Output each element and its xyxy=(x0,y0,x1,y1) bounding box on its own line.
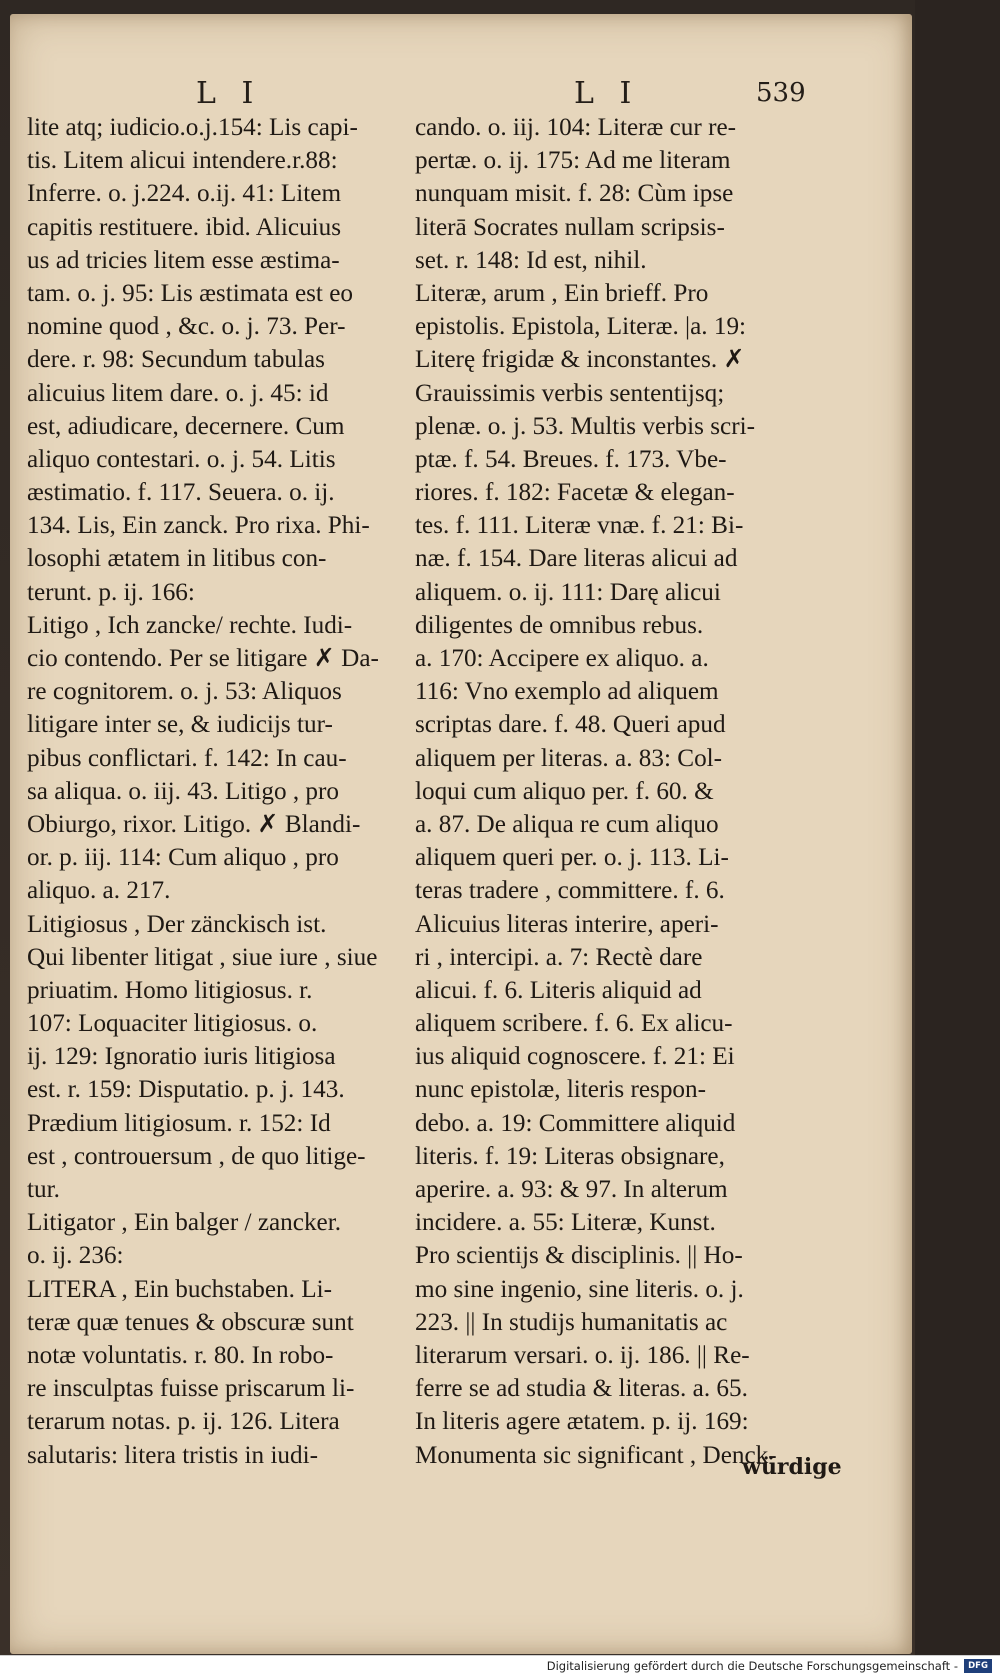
text-line: Inferre. o. j.224. o.ij. 41: Litem xyxy=(27,180,342,208)
text-line: o. ij. 236: xyxy=(27,1242,124,1270)
text-line: aliquem queri per. o. j. 113. Li- xyxy=(415,844,729,872)
text-line: litigare inter se, & iudicijs tur- xyxy=(27,711,333,739)
text-line: 107: Loquaciter litigiosus. o. xyxy=(27,1010,318,1038)
text-line: riores. f. 182: Facetæ & elegan- xyxy=(415,479,735,507)
text-line: ptæ. f. 54. Breues. f. 173. Vbe- xyxy=(415,445,727,473)
text-line: sa aliqua. o. iij. 43. Litigo , pro xyxy=(27,777,340,805)
text-line: Literæ, arum , Ein brieff. Pro xyxy=(415,279,709,307)
text-line: 134. Lis, Ein zanck. Pro rixa. Phi- xyxy=(27,512,370,540)
text-line: terarum notas. p. ij. 126. Litera xyxy=(27,1408,340,1436)
text-line: capitis restituere. ibid. Alicuius xyxy=(27,213,342,241)
text-line: aliquo contestari. o. j. 54. Litis xyxy=(27,445,336,473)
text-line: alicui. f. 6. Literis aliquid ad xyxy=(415,976,702,1004)
text-line: ri , intercipi. a. 7: Rectè dare xyxy=(415,943,703,971)
text-line: notæ voluntatis. r. 80. In robo- xyxy=(27,1341,334,1369)
text-line: Litigator , Ein balger / zancker. xyxy=(27,1209,342,1237)
text-line: In literis agere ætatem. p. ij. 169: xyxy=(415,1408,749,1436)
text-line: est , controuersum , de quo litige- xyxy=(27,1142,366,1170)
text-line: teræ quæ tenues & obscuræ sunt xyxy=(27,1308,354,1336)
text-line: aliquem per literas. a. 83: Col- xyxy=(415,744,723,772)
text-line: teras tradere , committere. f. 6. xyxy=(415,877,725,905)
text-line: ferre se ad studia & literas. a. 65. xyxy=(415,1375,748,1403)
left-text-column xyxy=(27,111,414,1472)
text-line: Prædium litigiosum. r. 152: Id xyxy=(27,1109,331,1137)
text-line: plenæ. o. j. 53. Multis verbis scri- xyxy=(415,412,756,440)
text-line: 116: Vno exemplo ad aliquem xyxy=(415,678,719,706)
text-line: literis. f. 19: Literas obsignare, xyxy=(415,1142,725,1170)
text-line: Obiurgo, rixor. Litigo. ✗ Blandi- xyxy=(27,810,361,838)
text-line: ij. 129: Ignoratio iuris litigiosa xyxy=(27,1043,336,1071)
text-line: aliquo. a. 217. xyxy=(27,877,171,905)
text-line: nunquam misit. f. 28: Cùm ipse xyxy=(415,180,734,208)
text-line: dere. r. 98: Secundum tabulas xyxy=(27,346,325,374)
running-head-left: L I xyxy=(196,76,262,111)
text-line: est. r. 159: Disputatio. p. j. 143. xyxy=(27,1076,345,1104)
text-line: terunt. p. ij. 166: xyxy=(27,578,195,606)
text-line: tur. xyxy=(27,1176,60,1203)
catchword: würdige xyxy=(742,1454,842,1480)
text-line: cio contendo. Per se litigare ✗ Da- xyxy=(27,645,379,672)
text-line: ius aliquid cognoscere. f. 21: Ei xyxy=(415,1043,735,1071)
text-line: priuatim. Homo litigiosus. r. xyxy=(27,976,313,1004)
text-line: Literę frigidæ & inconstantes. ✗ xyxy=(415,346,745,374)
text-line: lite atq; iudicio.o.j.154: Lis capi- xyxy=(27,114,358,141)
text-line: salutaris: litera tristis in iudi- xyxy=(27,1441,319,1469)
text-line: Grauissimis verbis sententijsq; xyxy=(415,379,725,407)
text-line: scriptas dare. f. 48. Queri apud xyxy=(415,711,726,739)
text-line: set. r. 148: Id est, nihil. xyxy=(415,246,647,274)
text-line: pertæ. o. ij. 175: Ad me literam xyxy=(415,147,731,175)
text-line: tis. Litem alicui intendere.r.88: xyxy=(27,147,338,175)
text-line: Litigiosus , Der zänckisch ist. xyxy=(27,910,327,938)
text-line: æstimatio. f. 117. Seuera. o. ij. xyxy=(27,479,335,507)
text-line: mo sine ingenio, sine literis. o. j. xyxy=(415,1275,744,1303)
text-line: epistolis. Epistola, Literæ. |a. 19: xyxy=(415,313,747,341)
text-line: Qui libenter litigat , siue iure , siue xyxy=(27,943,378,971)
page-number: 539 xyxy=(756,78,806,108)
text-line: a. 87. De aliqua re cum aliquo xyxy=(415,810,719,838)
text-line: nunc epistolæ, literis respon- xyxy=(415,1076,707,1104)
text-line: us ad tricies litem esse æstima- xyxy=(27,246,340,274)
footer-credit: Digitalisierung gefördert durch die Deutsche Forschungsgemeinschaft - xyxy=(546,1659,958,1673)
text-line: debo. a. 19: Committere aliquid xyxy=(415,1109,736,1137)
text-line: losophi ætatem in litibus con- xyxy=(27,545,327,573)
text-line: diligentes de omnibus rebus. xyxy=(415,611,704,639)
text-line: literā Socrates nullam scripsis- xyxy=(415,213,725,241)
text-line: 223. || In studijs humanitatis ac xyxy=(415,1308,728,1336)
text-line: Pro scientijs & disciplinis. || Ho- xyxy=(415,1242,743,1270)
text-line: nomine quod , &c. o. j. 73. Per- xyxy=(27,313,346,341)
text-line: Litigo , Ich zancke/ rechte. Iudi- xyxy=(27,611,353,639)
text-line: tes. f. 111. Literæ vnæ. f. 21: Bi- xyxy=(415,512,744,540)
text-line: a. 170: Accipere ex aliquo. a. xyxy=(415,645,709,672)
text-line: incidere. a. 55: Literæ, Kunst. xyxy=(415,1209,716,1237)
text-line: literarum versari. o. ij. 186. || Re- xyxy=(415,1341,750,1369)
text-line: tam. o. j. 95: Lis æstimata est eo xyxy=(27,279,353,307)
text-line: aliquem scribere. f. 6. Ex alicu- xyxy=(415,1010,733,1038)
text-line: aperire. a. 93: & 97. In alterum xyxy=(415,1176,728,1203)
text-line: Monumenta sic significant , Denck- xyxy=(415,1441,777,1469)
text-line: or. p. iij. 114: Cum aliquo , pro xyxy=(27,844,339,872)
text-line: pibus conflictari. f. 142: In cau- xyxy=(27,744,347,772)
text-line: cando. o. iij. 104: Literæ cur re- xyxy=(415,114,737,141)
book-page xyxy=(10,14,912,1654)
dfg-logo: DFG xyxy=(964,1659,992,1673)
text-line: est, adiudicare, decernere. Cum xyxy=(27,412,345,440)
text-line: næ. f. 154. Dare literas alicui ad xyxy=(415,545,738,573)
footer-bar xyxy=(0,1655,1000,1677)
text-line: alicuius litem dare. o. j. 45: id xyxy=(27,379,329,407)
text-line: re cognitorem. o. j. 53: Aliquos xyxy=(27,678,342,706)
text-line: Alicuius literas interire, aperi- xyxy=(415,910,719,938)
text-line: LITERA , Ein buchstaben. Li- xyxy=(27,1275,332,1303)
text-line: re insculptas fuisse priscarum li- xyxy=(27,1375,355,1403)
text-line: loqui cum aliquo per. f. 60. & xyxy=(415,777,714,805)
text-line: aliquem. o. ij. 111: Darę alicui xyxy=(415,578,721,606)
running-head-right: L I xyxy=(574,76,640,111)
right-text-column xyxy=(415,111,835,1472)
